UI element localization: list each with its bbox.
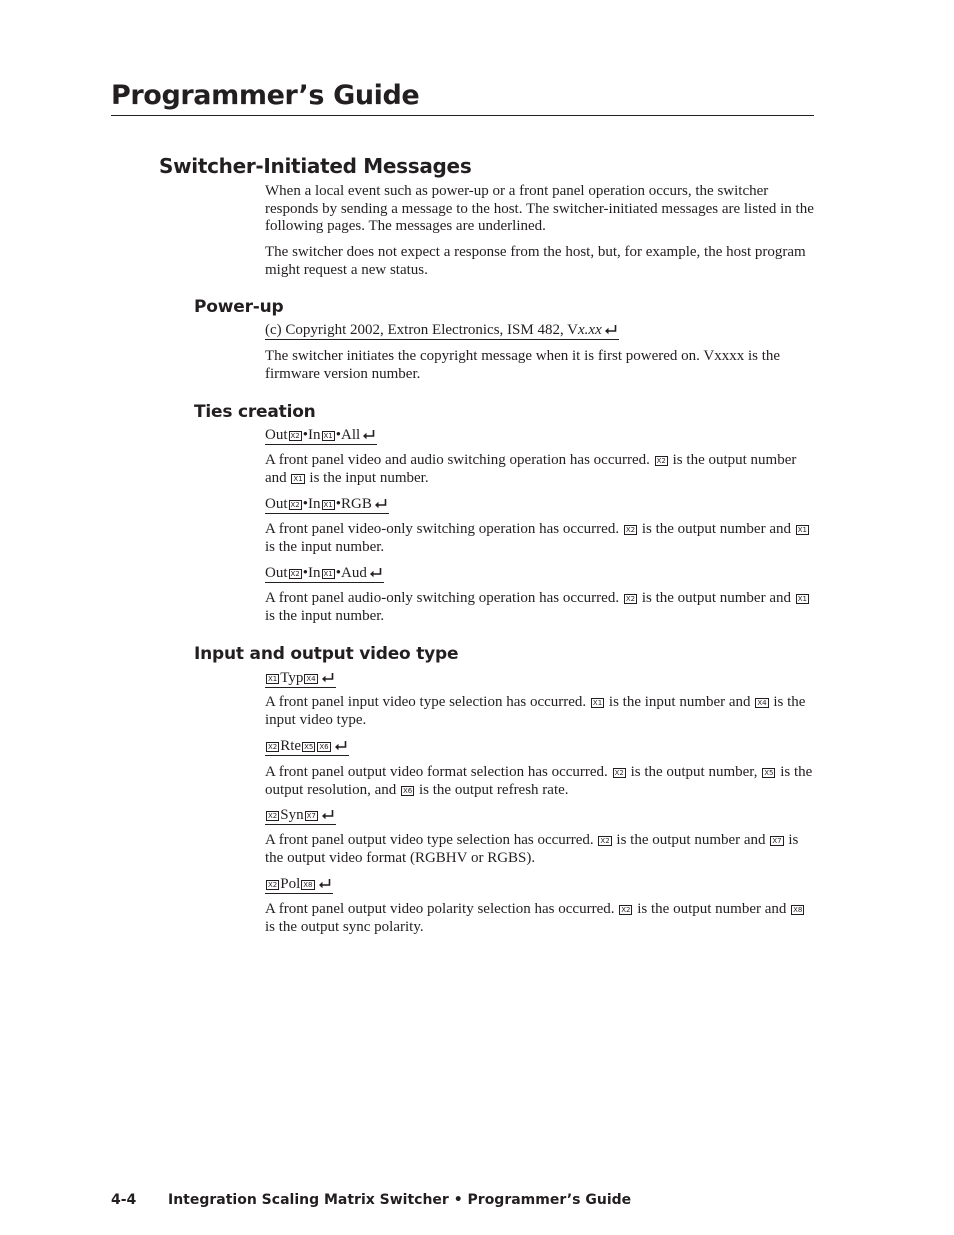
x1-variable-box: X1 bbox=[797, 595, 807, 603]
desc-text: is the output number and bbox=[612, 832, 770, 848]
video-type-heading: Input and output video type bbox=[194, 644, 459, 664]
x2-variable-box: X2 bbox=[656, 457, 666, 465]
ties-all-message bbox=[265, 427, 377, 445]
desc-text: is the output number, bbox=[626, 764, 762, 780]
pol-description bbox=[265, 901, 817, 936]
bullet: • bbox=[335, 427, 342, 443]
ties-aud-description bbox=[265, 590, 817, 625]
x4-variable-box: X4 bbox=[306, 675, 316, 683]
desc-text: is the input number. bbox=[265, 607, 385, 624]
desc-text: A front panel output video type selection has occurred. bbox=[265, 832, 598, 848]
powerup-heading: Power-up bbox=[194, 297, 284, 317]
desc-text: is the input number. bbox=[305, 469, 429, 486]
bullet: • bbox=[335, 496, 342, 512]
enter-key-icon bbox=[334, 740, 347, 751]
x2-variable-box: X2 bbox=[268, 812, 278, 820]
section-title: Switcher-Initiated Messages bbox=[159, 154, 472, 178]
ties-heading: Ties creation bbox=[194, 402, 316, 422]
enter-key-icon bbox=[321, 672, 334, 683]
typ-message bbox=[265, 670, 336, 688]
desc-text: is the input number and bbox=[605, 694, 755, 710]
ties-rgb-description bbox=[265, 521, 817, 556]
page-footer bbox=[111, 1192, 631, 1208]
ties-aud-message bbox=[265, 565, 384, 583]
x2-variable-box: X2 bbox=[600, 837, 610, 845]
desc-text: is the output number and bbox=[638, 521, 795, 537]
syn-label: Syn bbox=[280, 807, 304, 823]
powerup-description: The switcher initiates the copyright message when it is first powered on. Vxxxx is the firmware version number. bbox=[265, 348, 781, 382]
enter-key-icon bbox=[369, 567, 382, 578]
syn-message bbox=[265, 807, 336, 825]
ties-rgb-message bbox=[265, 496, 389, 514]
powerup-message-text: (c) Copyright 2002, Extron Electronics, ISM 482, V bbox=[265, 322, 579, 338]
x2-variable-box: X2 bbox=[614, 769, 624, 777]
x8-variable-box: X8 bbox=[303, 881, 313, 889]
out-label: Out bbox=[265, 496, 288, 512]
pol-message bbox=[265, 876, 333, 894]
in-label: In bbox=[308, 565, 321, 581]
title-rule bbox=[111, 115, 814, 116]
page-number: 4-4 bbox=[111, 1192, 137, 1208]
in-label: In bbox=[308, 496, 321, 512]
x1-variable-box: X1 bbox=[592, 699, 603, 707]
x6-variable-box: X6 bbox=[403, 786, 413, 795]
enter-key-icon bbox=[374, 498, 387, 509]
page-title: Programmer’s Guide bbox=[111, 80, 420, 111]
pol-label: Pol bbox=[280, 876, 301, 892]
x8-variable-box: X8 bbox=[793, 906, 803, 914]
desc-text: is the output refresh rate. bbox=[415, 781, 569, 798]
x5-variable-box: X5 bbox=[304, 743, 314, 751]
x2-variable-box: X2 bbox=[268, 743, 278, 751]
x1-variable-box: X1 bbox=[797, 526, 807, 534]
out-label: Out bbox=[265, 427, 288, 443]
in-label: In bbox=[308, 427, 321, 443]
desc-text: A front panel video and audio switching operation has occurred. bbox=[265, 452, 654, 468]
x1-variable-box: X1 bbox=[323, 432, 333, 440]
desc-text: is the output number and bbox=[638, 590, 795, 606]
x1-variable-box: X1 bbox=[323, 570, 333, 578]
desc-text: is the output sync polarity. bbox=[265, 918, 424, 935]
rte-label: Rte bbox=[280, 738, 302, 754]
x2-variable-box: X2 bbox=[268, 881, 278, 889]
bullet: • bbox=[302, 565, 309, 581]
desc-text: is the output number and bbox=[633, 901, 791, 917]
x2-variable-box: X2 bbox=[290, 570, 300, 578]
desc-text: A front panel output video format selection has occurred. bbox=[265, 764, 612, 780]
desc-text: is the output number and bbox=[265, 452, 797, 486]
x7-variable-box: X7 bbox=[306, 812, 316, 820]
x2-variable-box: X2 bbox=[625, 526, 636, 534]
out-label: Out bbox=[265, 565, 288, 581]
desc-text: is the output video format (RGBHV or RGBS). bbox=[265, 832, 799, 866]
intro-paragraph-2: The switcher does not expect a response from the host, but, for example, the host program might request a new status. bbox=[265, 244, 806, 278]
desc-text: is the input number. bbox=[265, 538, 385, 555]
enter-key-icon bbox=[321, 809, 334, 820]
rte-message bbox=[265, 738, 349, 756]
syn-description bbox=[265, 832, 817, 867]
x7-variable-box: X7 bbox=[772, 837, 782, 845]
intro-paragraph-1: When a local event such as power-up or a front panel operation occurs, the switcher responds by sending a message to the host. The switcher-initiated messages are listed in the following pages. The messages are underlined. bbox=[265, 183, 814, 234]
x2-variable-box: X2 bbox=[621, 906, 631, 914]
aud-label: Aud bbox=[341, 565, 367, 581]
x1-variable-box: X1 bbox=[268, 675, 278, 683]
powerup-version-var: x.xx bbox=[578, 322, 602, 338]
enter-key-icon bbox=[604, 324, 617, 335]
desc-text: is the output resolution, and bbox=[265, 764, 813, 798]
desc-text: A front panel video-only switching operation has occurred. bbox=[265, 521, 623, 537]
bullet: • bbox=[302, 427, 309, 443]
powerup-message bbox=[265, 322, 619, 340]
rgb-label: RGB bbox=[341, 496, 372, 512]
x6-variable-box: X6 bbox=[319, 743, 329, 751]
bullet: • bbox=[335, 565, 342, 581]
x1-variable-box: X1 bbox=[323, 501, 333, 509]
enter-key-icon bbox=[318, 878, 331, 889]
x4-variable-box: X4 bbox=[757, 699, 767, 707]
desc-text: A front panel output video polarity selection has occurred. bbox=[265, 901, 619, 917]
footer-doc-title: Integration Scaling Matrix Switcher • Programmer’s Guide bbox=[168, 1192, 632, 1208]
typ-description bbox=[265, 694, 817, 729]
x1-variable-box: X1 bbox=[293, 474, 303, 483]
desc-text: is the input video type. bbox=[265, 694, 806, 728]
enter-key-icon bbox=[362, 429, 375, 440]
rte-description bbox=[265, 764, 817, 799]
x5-variable-box: X5 bbox=[764, 769, 774, 777]
desc-text: A front panel input video type selection has occurred. bbox=[265, 694, 590, 710]
all-label: All bbox=[341, 427, 361, 443]
desc-text: A front panel audio-only switching operation has occurred. bbox=[265, 590, 623, 606]
x2-variable-box: X2 bbox=[290, 501, 300, 509]
bullet: • bbox=[302, 496, 309, 512]
x2-variable-box: X2 bbox=[625, 595, 636, 603]
ties-all-description bbox=[265, 452, 817, 487]
typ-label: Typ bbox=[280, 670, 304, 686]
x2-variable-box: X2 bbox=[290, 432, 300, 440]
